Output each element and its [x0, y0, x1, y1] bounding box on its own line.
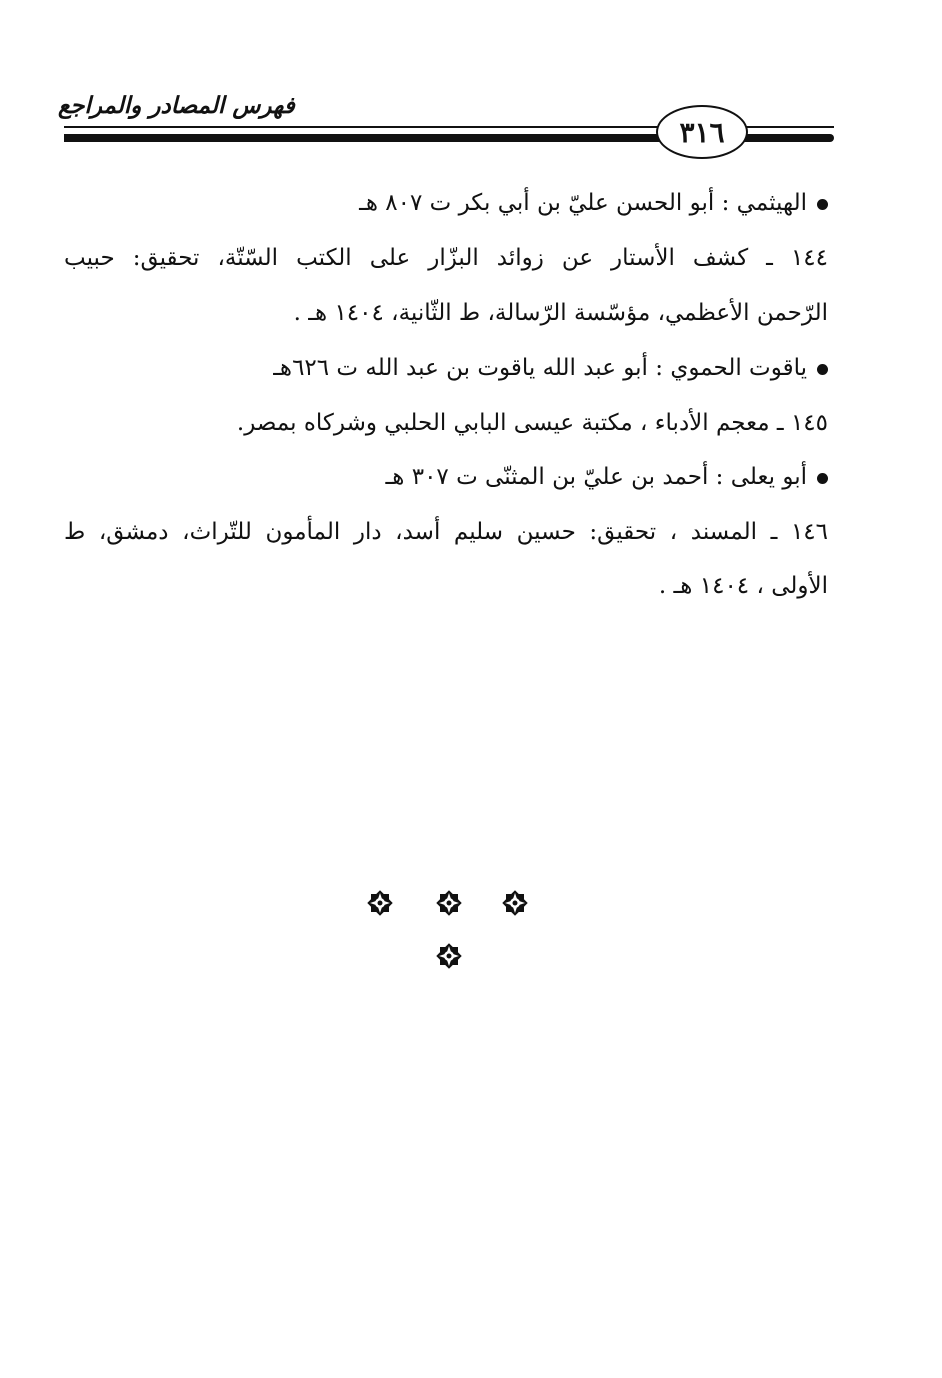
bullet-icon: [817, 199, 828, 210]
bullet-icon: [817, 473, 828, 484]
reference-line: الرّحمن الأعظمي، مؤسّسة الرّسالة، ط الثّانية، ١٤٠٤ هـ .: [293, 300, 828, 326]
reference-line: الأولى ، ١٤٠٤ هـ .: [658, 573, 828, 599]
page-number: ٣١٦: [679, 115, 725, 149]
reference-line: ١٤٤ ـ كشف الأستار عن زوائد البزّار على الكتب السّتّة، تحقيق: حبيب: [64, 245, 828, 271]
author-line-abu-yala: [64, 462, 828, 492]
floral-ornament-icon: [499, 887, 531, 919]
floral-ornament-icon: [433, 940, 465, 972]
reference-line: ١٤٦ ـ المسند ، تحقيق: حسين سليم أسد، دار المأمون للتّراث، دمشق، ط: [64, 519, 828, 545]
running-title: فهرس المصادر والمراجع: [58, 92, 295, 119]
page-number-oval: [656, 105, 748, 159]
floral-ornament-icon: [364, 887, 396, 919]
author-line-haythami: [64, 188, 828, 218]
author-text: أبو يعلى : أحمد بن عليّ بن المثنّى ت ٣٠٧ هـ: [385, 464, 807, 490]
author-text: الهيثمي : أبو الحسن عليّ بن أبي بكر ت ٨٠٧ هـ: [359, 190, 807, 216]
floral-ornament-icon: [433, 887, 465, 919]
author-text: ياقوت الحموي : أبو عبد الله ياقوت بن عبد الله ت ٦٢٦هـ: [273, 355, 807, 381]
reference-line: ١٤٥ ـ معجم الأدباء ، مكتبة عيسى البابي الحلبي وشركاه بمصر.: [236, 410, 828, 436]
author-line-yaqut: [64, 353, 828, 383]
bullet-icon: [817, 364, 828, 375]
